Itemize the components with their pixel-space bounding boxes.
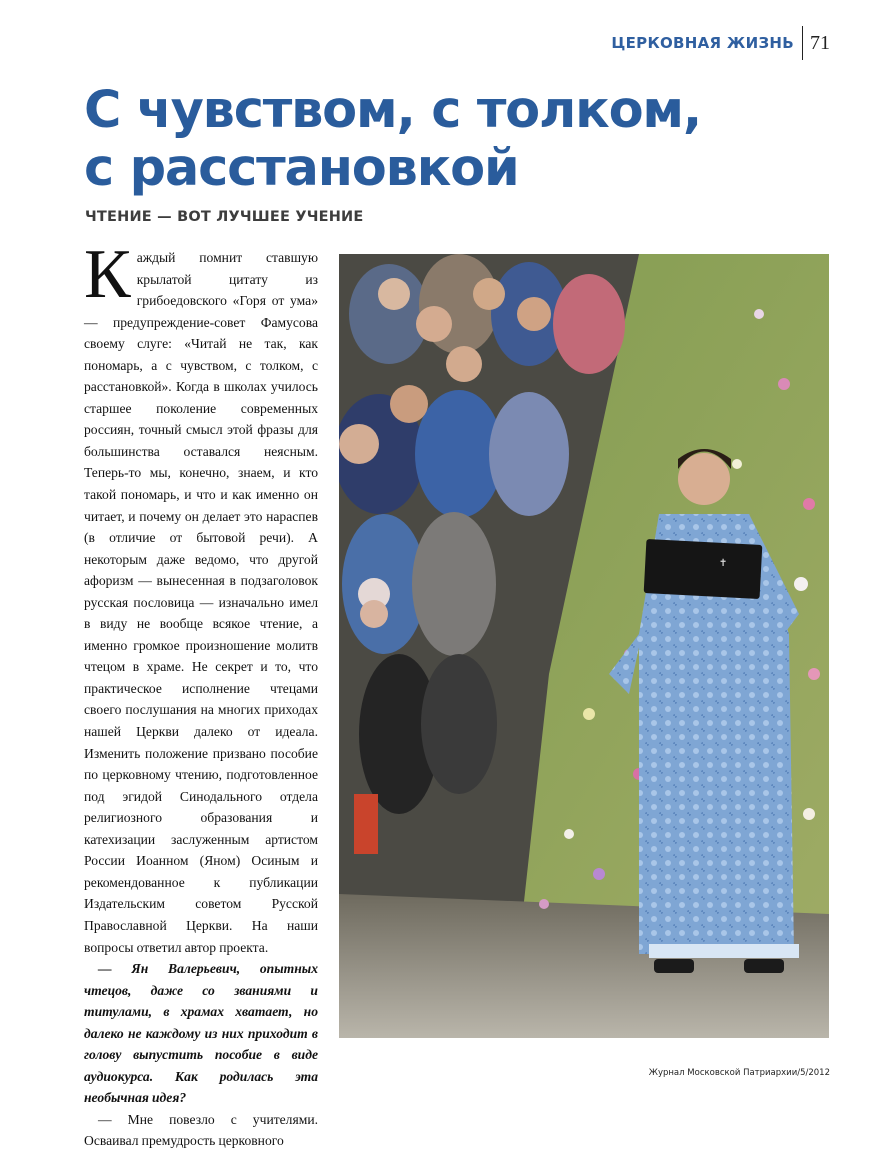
procession-photo-illustration (339, 254, 829, 1038)
article-title (84, 82, 844, 198)
page-number: 71 (810, 31, 830, 54)
section-header (611, 30, 830, 56)
title-line-1: С чувством, с толком, (84, 81, 702, 140)
intro-text: аждый помнит ставшую крылатой цитату из грибоедовского «Горя от ума» — предупреждение-совет Фамусова своему слуге: «Читай не так, как пономарь, а с чувством, с толком, с расстановкой». Когда в школах училось старшее поколение современных россиян, точный смысл этой фразы для большинства оставался неясным. Теперь-то мы, конечно, знаем, и кто такой пономарь, и что и как именно он читает, и почему он делает это нараспев (в отличие от бытовой речи). А некоторым даже ведомо, что другой афоризм — вынесенная в подзаголовок русская пословица — изначально имел в виду не вообще всякое чтение, а именно громкое произношение молитв чтецом в храме. Не секрет и то, что практическое исполнение чтецами своего послушания на многих приходах нашей Церкви далеко от идеала. Изменить положение призвано пособие по церковному чтению, подготовленное под эгидой Синодального отдела религиозного образования и катехизации заслуженным артистом России Иоанном (Яном) Осиным и рекомендованное к публикации Издательским советом Русской Православной Церкви. На наши вопросы ответил автор проекта. (84, 250, 318, 955)
section-name: ЦЕРКОВНАЯ ЖИЗНЬ (611, 34, 794, 52)
page-footer: Журнал Московской Патриархии/5/2012 (648, 1068, 830, 1078)
interview-question: — Ян Валерьевич, опытных чтецов, даже со званиями и титулами, в храмах хватает, но далеко не каждому из них приходит в голову выпустить пособие в виде аудиокурса. Как родилась эта необычная идея? (84, 961, 318, 1106)
article-body (84, 236, 318, 1152)
article-subtitle: ЧТЕНИЕ — ВОТ ЛУЧШЕЕ УЧЕНИЕ (85, 209, 364, 225)
article-photo (339, 254, 829, 1038)
drop-cap: К (84, 236, 131, 313)
intro-paragraph (84, 236, 318, 958)
title-line-2: с расстановкой (84, 139, 519, 198)
book-cross-mark: ✝ (719, 558, 728, 569)
interview-answer: — Мне повезло с учителями. Осваивал премудрость церковного (84, 1111, 318, 1149)
